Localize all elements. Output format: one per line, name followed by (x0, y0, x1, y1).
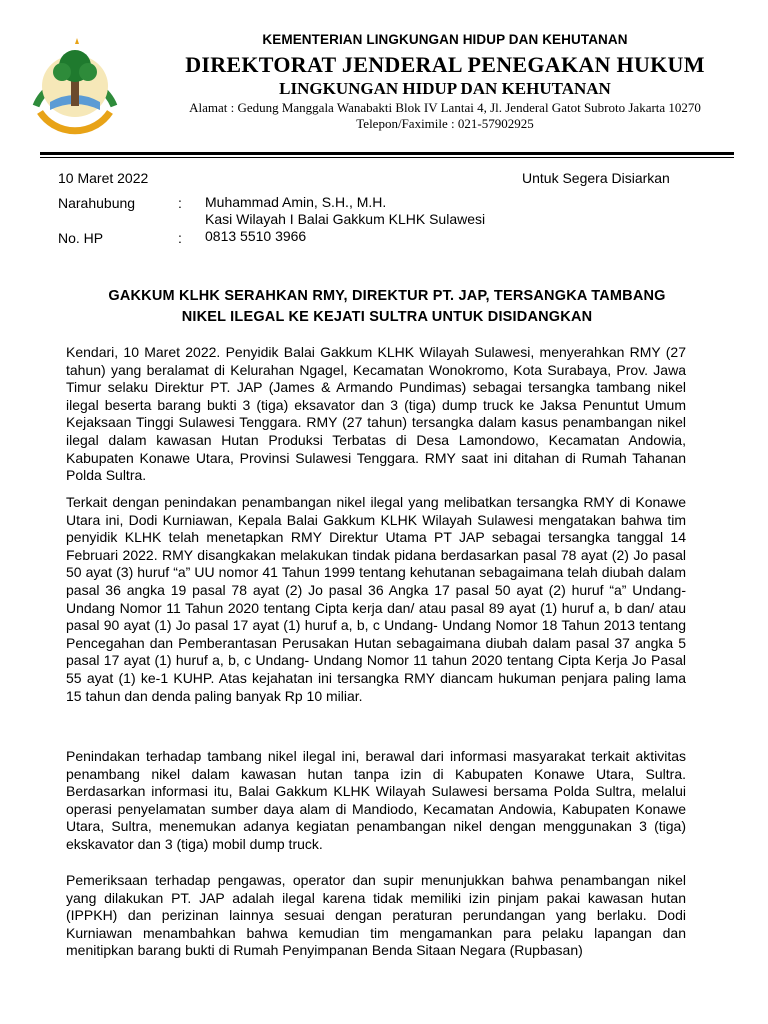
body-paragraph-4: Pemeriksaan terhadap pengawas, operator dan supir menunjukkan bahwa penambangan nikel yang dilakukan PT. JAP adalah ilegal karena tidak memiliki izin pinjam pakai kawasan hutan (IPPKH) dan perizinan lainnya sesuai dengan peraturan perundangan yang berlaku. Dodi Kurniawan menambahkan bahwa kemudian tim mengamankan para pelaku lapangan dan menitipkan barang bukti di Rumah Penyimpanan Benda Sitaan Negara (Rupbasan) (66, 872, 686, 959)
office-address: Alamat : Gedung Manggala Wanabakti Blok IV Lantai 4, Jl. Jenderal Gatot Subroto Jakarta 10270 (189, 100, 701, 115)
phone-colon: : (178, 230, 182, 246)
letterhead-divider-thin (40, 157, 734, 158)
headline-line-1: GAKKUM KLHK SERAHKAN RMY, DIREKTUR PT. JAP, TERSANGKA TAMBANG (108, 288, 666, 304)
office-phone: Telepon/Faximile : 021-57902925 (356, 116, 534, 131)
phone-value: 0813 5510 3966 (205, 228, 307, 244)
contact-position: Kasi Wilayah I Balai Gakkum KLHK Sulawesi (205, 211, 486, 227)
directorate-name: DIREKTORAT JENDERAL PENEGAKAN HUKUM (185, 52, 705, 77)
body-paragraph-3: Penindakan terhadap tambang nikel ilegal ini, berawal dari informasi masyarakat terkait aktivitas penambang nikel dalam kawasan hutan tanpa izin di Kabupaten Konawe Utara, Sultra. Berdasarkan informasi itu, Balai Gakkum KLHK Wilayah Sulawesi bersama Polda Sultra, melalui operasi penyelamatan sumber daya alam di Mandiodo, Kecamatan Andowia, Kabupaten Konawe Utara, Sultra, menemukan adanya kegiatan penambangan nikel dengan menggunakan 3 (tiga) ekskavator dan 3 (tiga) mobil dump truck. (66, 748, 686, 852)
contact-colon: : (178, 195, 182, 211)
release-date: 10 Maret 2022 (58, 170, 149, 186)
ministry-name: KEMENTERIAN LINGKUNGAN HIDUP DAN KEHUTANAN (262, 32, 628, 47)
body-paragraph-1: Kendari, 10 Maret 2022. Penyidik Balai Gakkum KLHK Wilayah Sulawesi, menyerahkan RMY (27 tahun) yang beralamat di Kelurahan Ngagel, Kecamatan Wonokromo, Kota Surabaya, Prov. Jawa Timur selaku Direktur PT. JAP (James & Armando Pundimas) sebagai tersangka tambang nikel ilegal beserta barang bukti 3 (tiga) eksavator dan 3 (tiga) dump truck ke Jaksa Penuntut Umum Kejaksaan Tinggi Sulawesi Tenggara. RMY (27 tahun) tersangka dalam kasus penambangan nikel ilegal dalam kawasan Hutan Produksi Terbatas di Desa Lamondowo, Kecamatan Andowia, Kabupaten Konawe Utara, Provinsi Sulawesi Tenggara. RMY saat ini ditahan di Rumah Tahanan Polda Sultra. (66, 344, 686, 484)
directorate-subtitle: LINGKUNGAN HIDUP DAN KEHUTANAN (279, 79, 611, 98)
contact-label: Narahubung (58, 195, 136, 211)
release-note: Untuk Segera Disiarkan (522, 170, 670, 186)
ministry-logo (22, 36, 128, 136)
letterhead-divider (40, 152, 734, 155)
body-paragraph-2: Terkait dengan penindakan penambangan nikel ilegal yang melibatkan tersangka RMY di Konawe Utara ini, Dodi Kurniawan, Kepala Balai Gakkum KLHK Wilayah Sulawesi mengatakan bahwa tim penyidik KLHK telah menetapkan RMY Direktur Utama PT JAP sebagai tersangka tanggal 14 Februari 2022. RMY disangkakan melakukan tindak pidana berdasarkan pasal 78 ayat (2) Jo pasal 50 ayat (3) huruf “a” UU nomor 41 Tahun 1999 tentang kehutanan sebagaimana telah diubah dalam pasal 36 angka 19 pasal 78 ayat (2) Jo pasal 36 Angka 17 pasal 50 ayat (2) huruf “a” Undang-Undang Nomor 11 Tahun 2020 tentang Cipta kerja dan/ atau pasal 89 ayat (1) huruf a, b dan/ atau pasal 90 ayat (1) Jo pasal 17 ayat (1) huruf a, b, c Undang- Undang Nomor 18 Tahun 2013 tentang Pencegahan dan Pemberantasan Perusakan Hutan sebagaimana diubah dalam pasal 37 angka 5 pasal 17 ayat (1) huruf a, b, c Undang- Undang Nomor 11 tahun 2020 tentang Cipta Kerja Jo Pasal 55 ayat (1) ke-1 KUHP. Atas kejahatan ini tersangka RMY diancam hukuman penjara paling lama 15 tahun dan denda paling banyak Rp 10 miliar. (66, 494, 686, 704)
contact-name: Muhammad Amin, S.H., M.H. (205, 194, 387, 210)
headline-line-2: NIKEL ILEGAL KE KEJATI SULTRA UNTUK DISIDANGKAN (181, 309, 593, 325)
phone-label: No. HP (58, 230, 104, 246)
